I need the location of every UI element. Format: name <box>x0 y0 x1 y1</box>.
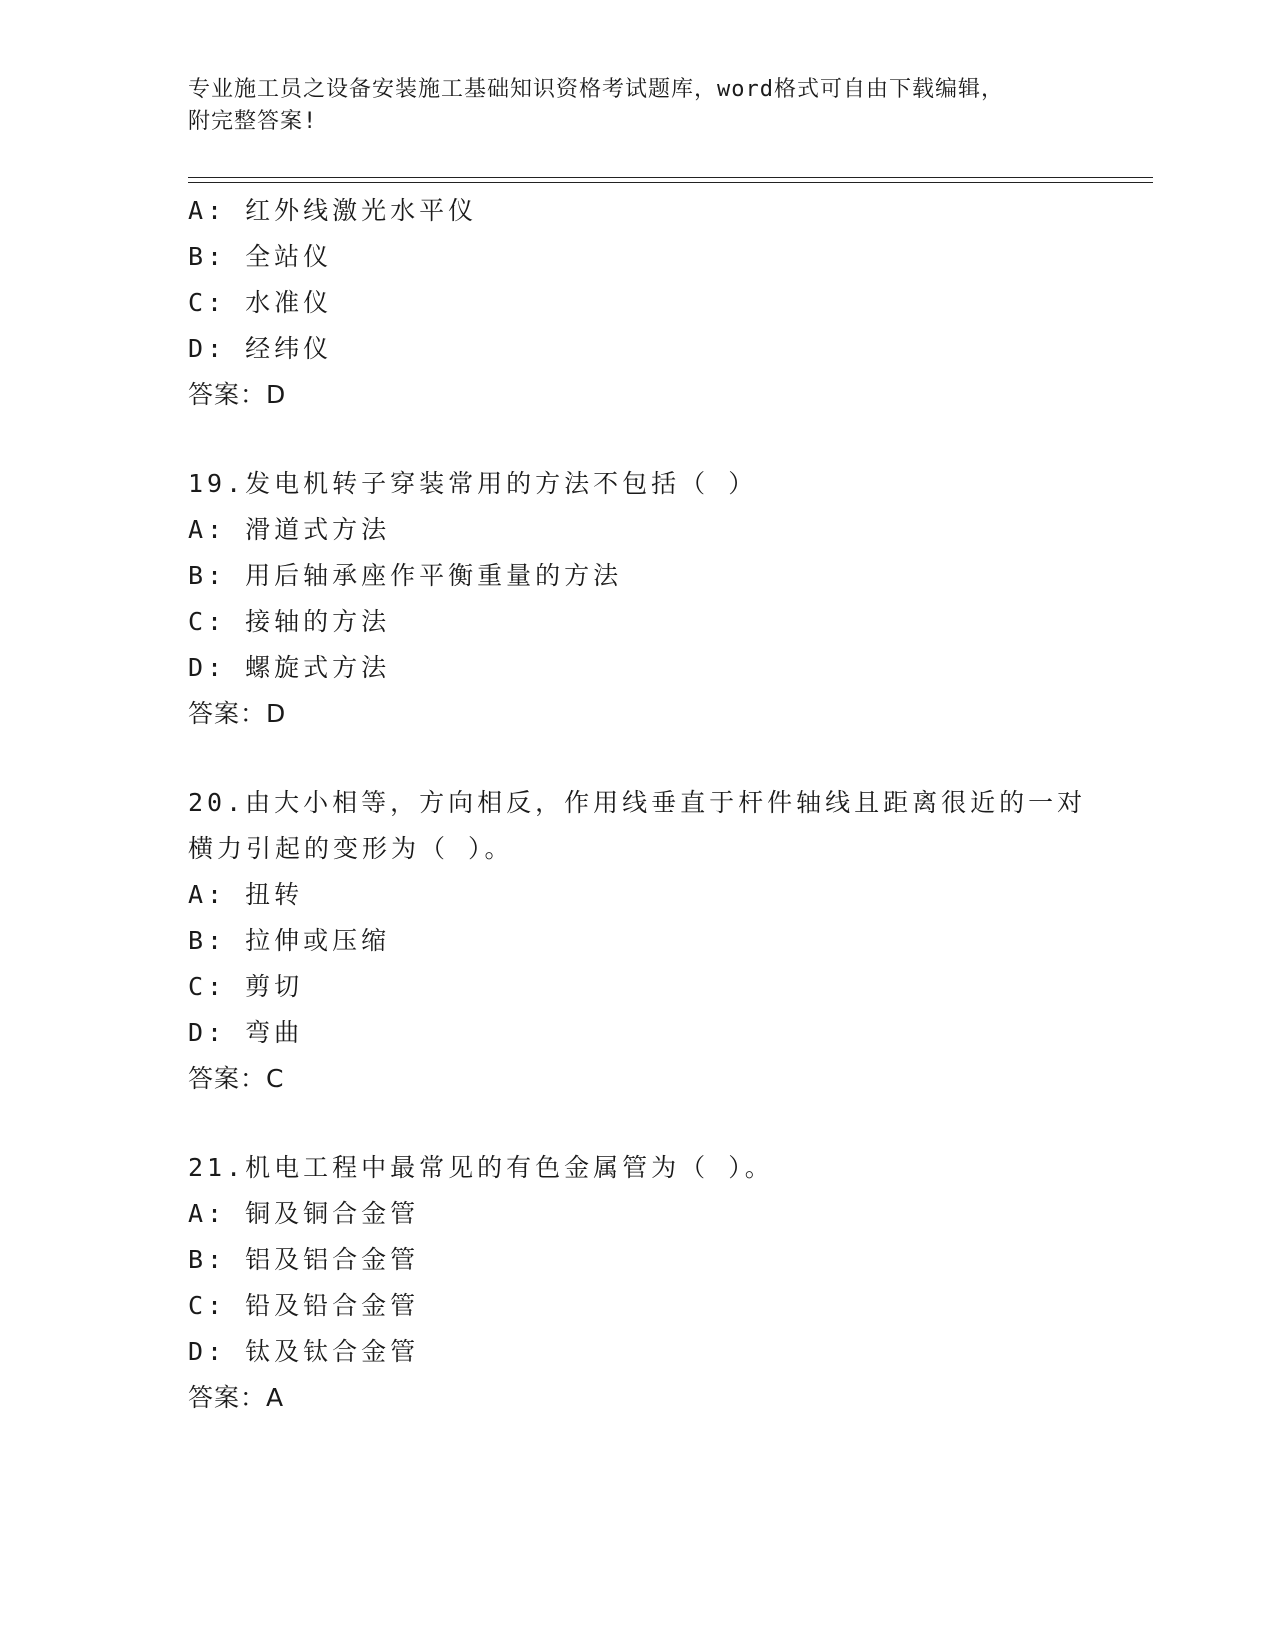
header-divider-top <box>188 177 1153 178</box>
option-c: C: 水准仪 <box>188 288 333 317</box>
option-d: D: 经纬仪 <box>188 334 333 363</box>
continued-question <box>188 188 1148 418</box>
header-line-1: 专业施工员之设备安装施工基础知识资格考试题库，word格式可自由下载编辑， <box>188 77 1004 102</box>
option-c: C: 接轴的方法 <box>188 607 391 636</box>
answer-line: 答案：C <box>188 1064 285 1093</box>
option-c: C: 铅及铅合金管 <box>188 1291 420 1320</box>
header-line-2: 附完整答案! <box>188 109 318 134</box>
spacer <box>188 1102 1148 1145</box>
question-20 <box>188 780 1148 1102</box>
option-b: B: 用后轴承座作平衡重量的方法 <box>188 561 623 590</box>
answer-line: 答案：A <box>188 1383 285 1412</box>
option-b: B: 拉伸或压缩 <box>188 926 391 955</box>
answer-line: 答案：D <box>188 699 287 728</box>
option-d: D: 钛及钛合金管 <box>188 1337 420 1366</box>
document-header <box>188 74 1068 138</box>
option-b: B: 铝及铝合金管 <box>188 1245 420 1274</box>
option-d: D: 螺旋式方法 <box>188 653 391 682</box>
option-d: D: 弯曲 <box>188 1018 304 1047</box>
question-21 <box>188 1145 1148 1421</box>
spacer <box>188 737 1148 780</box>
option-b: B: 全站仪 <box>188 242 333 271</box>
header-divider-bottom <box>188 182 1153 183</box>
option-a: A: 红外线激光水平仪 <box>188 196 478 225</box>
option-a: A: 铜及铜合金管 <box>188 1199 420 1228</box>
question-list <box>188 188 1148 1421</box>
answer-line: 答案：D <box>188 380 287 409</box>
question-stem: 19.发电机转子穿装常用的方法不包括（ ） <box>188 469 758 498</box>
spacer <box>188 418 1148 461</box>
question-stem: 20.由大小相等，方向相反，作用线垂直于杆件轴线且距离很近的一对横力引起的变形为（ ）。 <box>188 788 1087 863</box>
question-stem: 21.机电工程中最常见的有色金属管为（ ）。 <box>188 1153 774 1182</box>
option-c: C: 剪切 <box>188 972 304 1001</box>
question-19 <box>188 461 1148 737</box>
option-a: A: 滑道式方法 <box>188 515 391 544</box>
option-a: A: 扭转 <box>188 880 304 909</box>
